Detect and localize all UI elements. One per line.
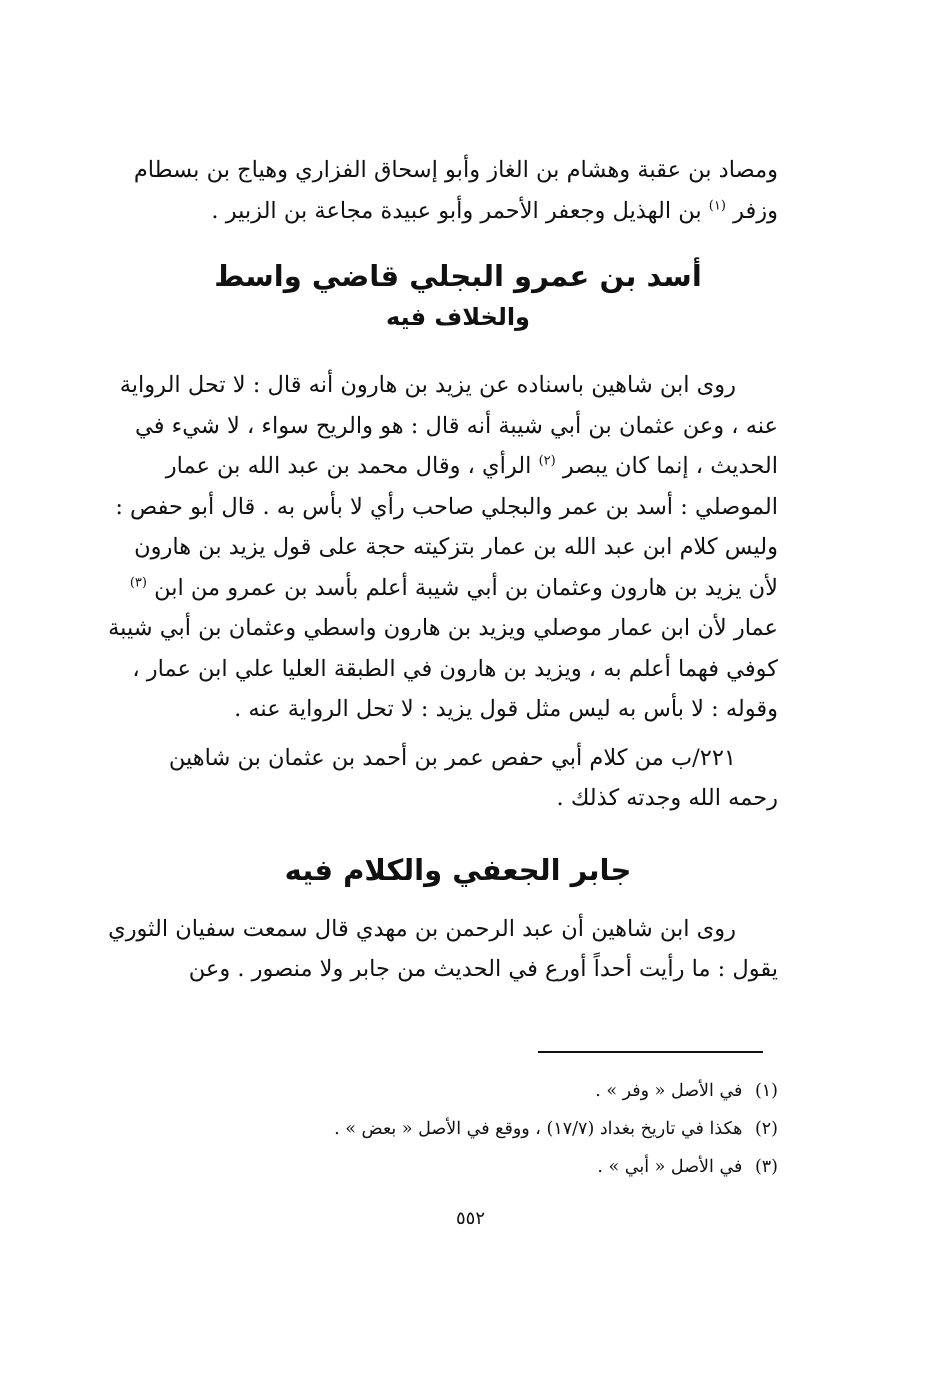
paragraph-2-line-3-start: الحديث ، إنما كان يبصر [562, 453, 778, 479]
footnote-number: (١) [754, 1081, 778, 1101]
paragraph-2-line-9: وقوله : لا بأس به ليس مثل قول يزيد : لا تحل الرواية عنه . [234, 696, 778, 722]
section-heading-1 [138, 255, 778, 337]
footnote-3 [138, 1148, 778, 1186]
footnote-text: في الأصل « وفر » . [595, 1081, 743, 1101]
paragraph-2-line-6 [129, 568, 778, 609]
paragraph-3 [138, 738, 778, 819]
paragraph-3-line-2: رحمه الله وجدته كذلك . [556, 785, 778, 811]
paragraph-2-line-7: عمار لأن ابن عمار موصلي ويزيد بن هارون واسطي وعثمان بن أبي شيبة [108, 615, 778, 641]
paragraph-2-line-3-end: الرأي ، وقال محمد بن عبد الله بن عمار [165, 453, 532, 479]
paragraph-1 [133, 150, 778, 231]
paragraph-2-line-4: الموصلي : أسد بن عمر والبجلي صاحب رأي لا بأس به . قال أبو حفص : [115, 493, 778, 520]
paragraph-2-line-8: كوفي فهما أعلم به ، ويزيد بن هارون في الطبقة العليا علي ابن عمار ، [132, 655, 778, 682]
footnote-ref-2: (٢) [538, 453, 556, 469]
footnote-1 [138, 1072, 778, 1110]
footnotes [138, 1072, 778, 1186]
section-heading-1-subtitle: والخلاف فيه [386, 303, 530, 331]
page-body [108, 150, 778, 990]
page-number: ٥٥٢ [455, 1208, 485, 1229]
paragraph-1-line-2-start: وزفر [733, 197, 778, 224]
footnote-ref-3: (٣) [129, 575, 147, 590]
section-heading-1-title: أسد بن عمرو البجلي قاضي واسط [214, 259, 702, 293]
paragraph-4-line-1: روى ابن شاهين أن عبد الرحمن بن مهدي قال سمعت سفيان الثوري [108, 915, 736, 942]
paragraph-4-line-2: يقول : ما رأيت أحداً أورع في الحديث من جابر ولا منصور . وعن [188, 956, 778, 982]
paragraph-2 [108, 365, 778, 730]
paragraph-1-line-1: ومصاد بن عقبة وهشام بن الغاز وأبو إسحاق الفزاري وهياج بن بسطام [133, 157, 778, 183]
footnote-separator [538, 1051, 763, 1053]
section-heading-2: جابر الجعفي والكلام فيه [284, 852, 632, 887]
footnote-ref-1: (١) [708, 198, 726, 213]
footnote-text: في الأصل « أبي » . [597, 1157, 743, 1177]
footnote-text: هكذا في تاريخ بغداد (١٧/٧) ، ووقع في الأصل « بعض » . [334, 1119, 743, 1139]
paragraph-2-line-5: وليس كلام ابن عبد الله بن عمار بتزكيته حجة على قول يزيد بن هارون [134, 534, 778, 560]
paragraph-4 [108, 909, 778, 990]
paragraph-2-line-3 [138, 446, 778, 487]
footnote-2 [138, 1110, 778, 1148]
footnote-number: (٣) [754, 1157, 778, 1177]
footnote-number: (٢) [754, 1119, 778, 1139]
paragraph-3-line-1: ٢٢١/ب من كلام أبي حفص عمر بن أحمد بن عثمان بن شاهين [168, 744, 736, 771]
paragraph-1-line-2-end: بن الهذيل وجعفر الأحمر وأبو عبيدة مجاعة بن الزبير . [211, 197, 702, 224]
paragraph-2-line-2: عنه ، وعن عثمان بن أبي شيبة أنه قال : هو والريح سواء ، لا شيء في [134, 412, 778, 439]
paragraph-2-line-1: روى ابن شاهين باسناده عن يزيد بن هارون أنه قال : لا تحل الرواية [119, 372, 736, 398]
paragraph-2-line-6-text: لأن يزيد بن هارون وعثمان بن أبي شيبة أعلم بأسد بن عمرو من ابن [154, 574, 778, 601]
paragraph-1-line-2 [138, 191, 778, 232]
